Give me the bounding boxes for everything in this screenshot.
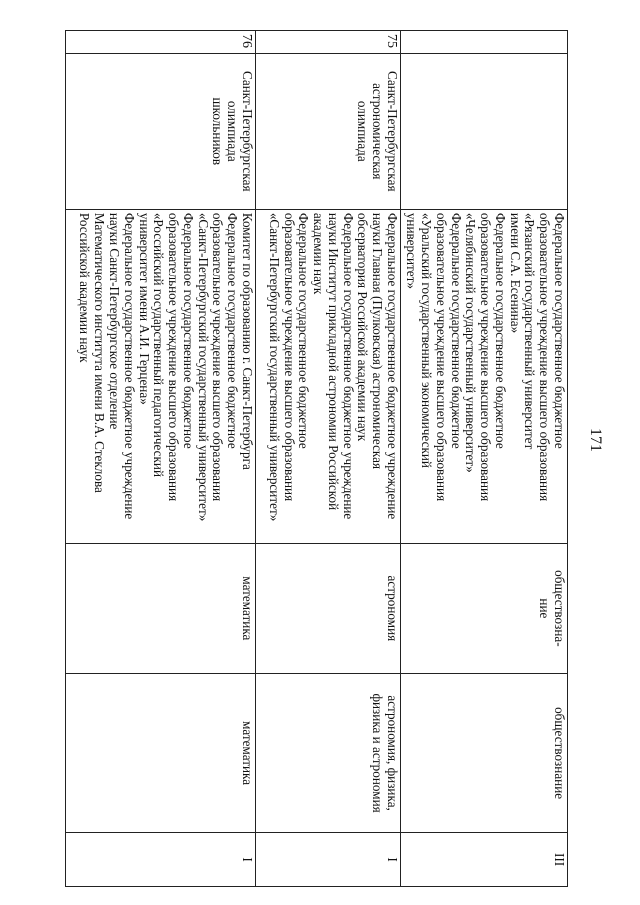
organizer-line: Российской академии наук <box>77 212 93 363</box>
organizer-line: «Рязанский государственный университет <box>522 212 538 450</box>
table-row <box>401 31 568 887</box>
olympiad-name-line: Санкт-Петербургская <box>240 71 255 192</box>
organizer-line: науки Санкт-Петербургское отделение <box>106 212 122 430</box>
organizer-line: университет имени А.И. Герцена» <box>136 212 152 405</box>
organizer-list <box>401 209 568 543</box>
olympiad-name <box>256 53 401 209</box>
olympiad-name <box>66 53 256 209</box>
organizer-line: Федеральное государственное бюджетное учреждение <box>385 212 400 520</box>
profile-line: обществознание <box>552 707 567 800</box>
organizer-line: «Челябинский государственный университет» <box>463 212 479 473</box>
organizer-line: «Санкт-Петербургский государственный университет» <box>266 212 282 522</box>
organizer-list <box>256 209 401 543</box>
olympiad-name-line: школьников <box>210 97 226 166</box>
organizer-line: обсерватория Российской академии наук <box>355 212 371 442</box>
profile-line: физика и астрономия <box>370 693 386 813</box>
organizer-line: университет» <box>404 212 420 290</box>
organizer-line: Федеральное государственное бюджетное <box>180 212 196 449</box>
olympiad-name <box>401 53 568 209</box>
organizer-line: науки Главная (Пулковская) астрономическая <box>370 212 386 470</box>
organizer-line: Федеральное государственное бюджетное учреждение <box>121 212 137 520</box>
profile-line: математика <box>240 721 255 786</box>
olympiad-name-line: олимпиада <box>355 100 371 162</box>
level-cell: III <box>401 833 568 887</box>
subject-cell <box>256 543 401 673</box>
organizer-line: образовательное учреждение высшего образования <box>281 212 297 502</box>
organizer-line: Математического института имени В.А. Стеклова <box>92 212 108 493</box>
organizer-line: Федеральное государственное бюджетное <box>225 212 241 449</box>
page-number: 171 <box>587 428 604 452</box>
profile-cell <box>401 674 568 833</box>
organizer-line: Федеральное государственное бюджетное <box>492 212 508 449</box>
olympiad-name-line: Санкт-Петербургская <box>385 71 400 192</box>
organizer-line: Федеральное государственное бюджетное <box>296 212 312 449</box>
organizer-line: образовательное учреждение высшего образования <box>166 212 182 502</box>
organizer-line: Федеральное государственное бюджетное учреждение <box>340 212 356 520</box>
organizer-line: Федеральное государственное бюджетное <box>448 212 464 449</box>
subject-line: астрономия <box>385 575 400 642</box>
level-cell: I <box>66 833 256 887</box>
organizer-line: образовательное учреждение высшего образования <box>478 212 494 502</box>
olympiad-name-line: астрономическая <box>370 83 386 180</box>
subject-cell <box>401 543 568 673</box>
profile-line: астрономия, физика, <box>385 695 400 811</box>
olympiad-table <box>65 30 568 887</box>
row-number: 76 <box>66 31 256 54</box>
table-row <box>256 31 401 887</box>
table-row <box>66 31 256 887</box>
organizer-line: «Санкт-Петербургский государственный университет» <box>195 212 211 522</box>
organizer-line: Федеральное государственное бюджетное <box>552 212 567 449</box>
profile-cell <box>256 674 401 833</box>
organizer-line: образовательное учреждение высшего образования <box>537 212 553 502</box>
organizer-line: образовательное учреждение высшего образования <box>210 212 226 502</box>
subject-line: ние <box>537 598 553 619</box>
organizer-line: образовательное учреждение высшего образования <box>433 212 449 502</box>
subject-line: математика <box>240 576 255 641</box>
organizer-line: «Российский государственный педагогический <box>151 212 167 478</box>
organizer-line: Комитет по образованию г. Санкт-Петербурга <box>240 212 255 470</box>
olympiad-name-line: олимпиада <box>225 100 241 162</box>
row-number <box>401 31 568 54</box>
level-cell: I <box>256 833 401 887</box>
subject-line: обществозна- <box>552 570 567 647</box>
organizer-list <box>66 209 256 543</box>
organizer-line: «Уральский государственный экономический <box>418 212 434 468</box>
organizer-line: науки Институт прикладной астрономии Российской <box>325 212 341 511</box>
row-number: 75 <box>256 31 401 54</box>
subject-cell <box>66 543 256 673</box>
organizer-line: имени С.А. Есенина» <box>507 212 523 334</box>
profile-cell <box>66 674 256 833</box>
organizer-line: академии наук <box>311 212 327 295</box>
